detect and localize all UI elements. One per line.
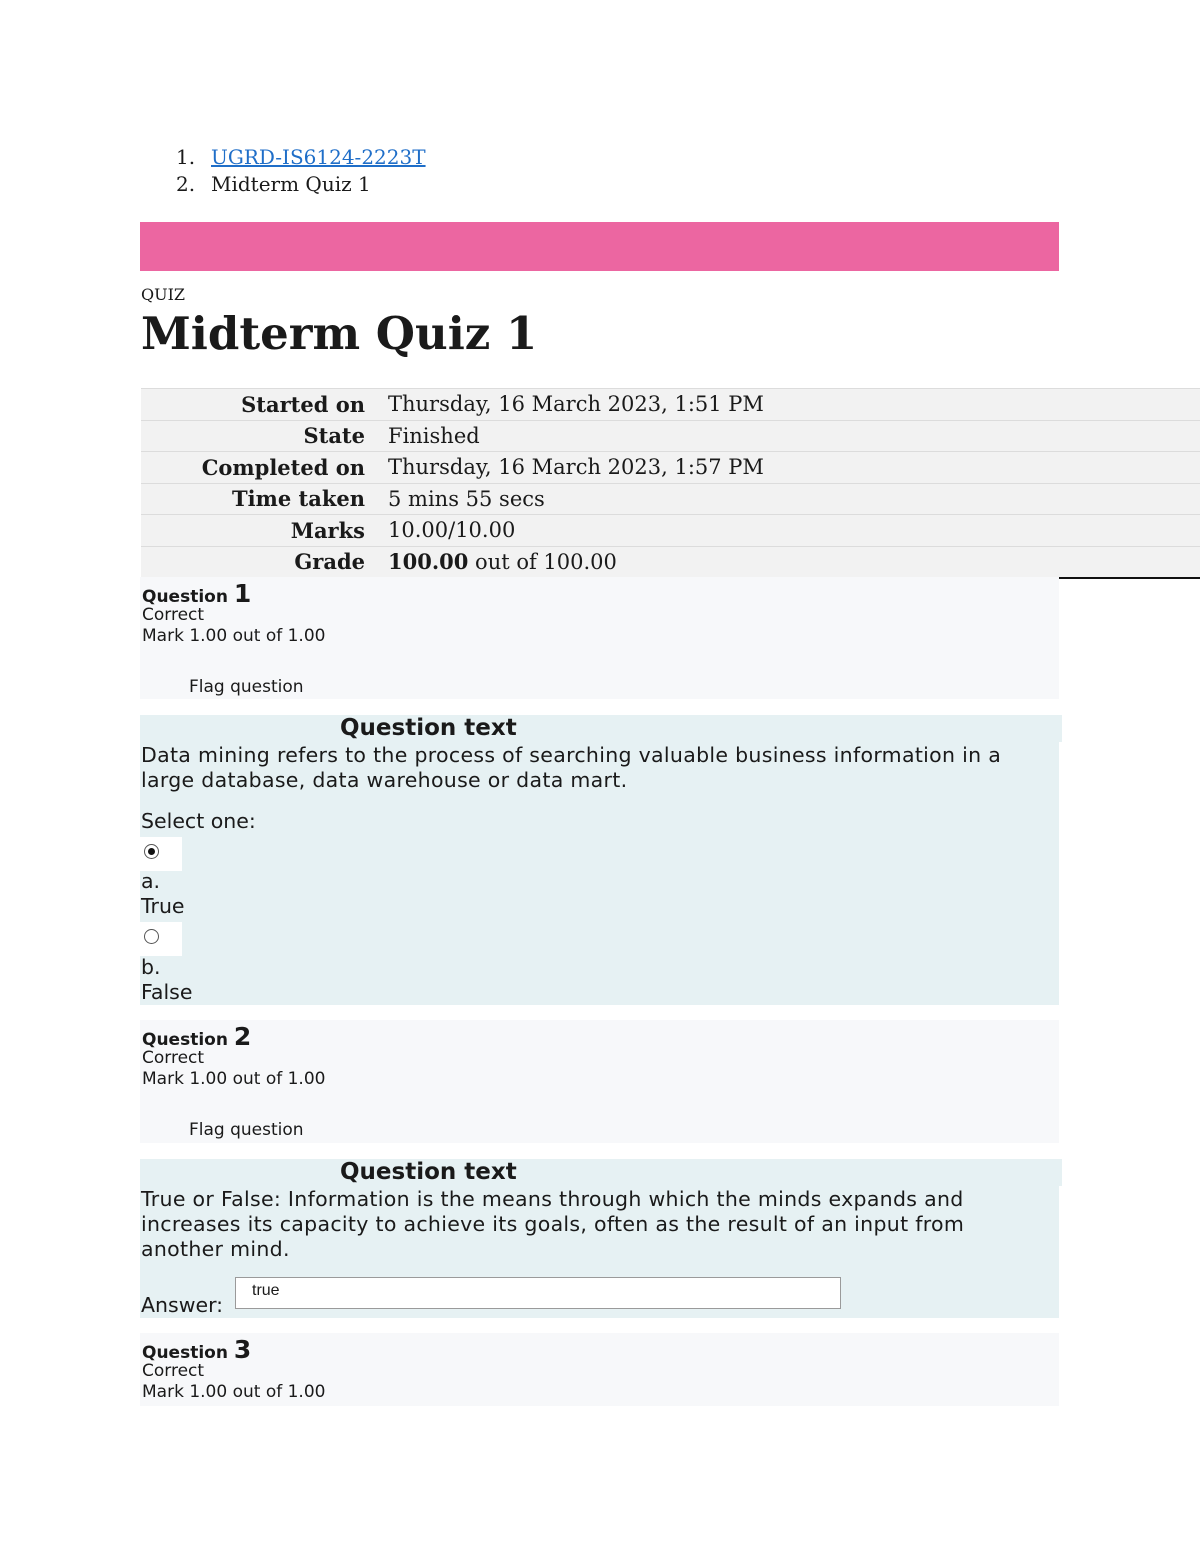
question-number: 2: [233, 1022, 252, 1051]
question-label-text: Question: [142, 587, 228, 607]
breadcrumb-current: Midterm Quiz 1: [211, 172, 371, 196]
summary-row: [141, 483, 1200, 515]
option-a-radio[interactable]: [144, 844, 159, 859]
summary-row: [141, 452, 1200, 484]
summary-value: [376, 546, 1200, 578]
summary-value: 10.00/10.00: [376, 515, 1200, 547]
option-b-letter: b.: [141, 955, 161, 979]
question-text-heading: Question text: [340, 715, 1062, 742]
flag-question-link[interactable]: Flag question: [189, 677, 304, 697]
page-title: Midterm Quiz 1: [141, 307, 538, 360]
question-mark: Mark 1.00 out of 1.00: [142, 1382, 326, 1402]
question-mark: Mark 1.00 out of 1.00: [142, 626, 326, 646]
option-b-radio[interactable]: [144, 929, 159, 944]
question-info: [140, 577, 1059, 699]
question-formulation: [140, 1159, 1059, 1318]
summary-value: Thursday, 16 March 2023, 1:57 PM: [376, 452, 1200, 484]
summary-value: 5 mins 55 secs: [376, 483, 1200, 515]
question-state: Correct: [142, 1361, 205, 1381]
option-a-text[interactable]: True: [141, 894, 185, 918]
question-text: True or False: Information is the means through which the minds expands and increases its capacity to achieve its goals, often as the result of an input from another mind.: [141, 1187, 965, 1261]
question-text: Data mining refers to the process of searching valuable business information in a large database, data warehouse or data mart.: [141, 743, 1002, 792]
option-a-radio-box: [140, 837, 182, 871]
grade-score: 100.00: [388, 549, 469, 574]
question-formulation: [140, 715, 1059, 1005]
question-info: [140, 1333, 1059, 1406]
answer-input[interactable]: true: [235, 1277, 841, 1309]
question-mark: Mark 1.00 out of 1.00: [142, 1069, 326, 1089]
question-label: [142, 579, 251, 608]
question-state: Correct: [142, 605, 205, 625]
breadcrumb: [176, 144, 426, 198]
question-number: 1: [233, 579, 252, 608]
summary-label: Completed on: [141, 452, 376, 484]
summary-label: State: [141, 420, 376, 452]
question-label: [142, 1335, 251, 1364]
summary-label: Marks: [141, 515, 376, 547]
question-info: [140, 1020, 1059, 1143]
summary-label: Time taken: [141, 483, 376, 515]
option-b-text[interactable]: False: [141, 980, 193, 1004]
summary-label: Grade: [141, 546, 376, 578]
page-eyebrow: QUIZ: [141, 285, 186, 304]
option-b-radio-box: [140, 922, 182, 956]
select-one-prompt: Select one:: [141, 809, 256, 833]
option-a-letter: a.: [141, 869, 161, 893]
question-label: [142, 1022, 251, 1051]
breadcrumb-number: 1.: [176, 145, 196, 169]
summary-label: Started on: [141, 389, 376, 421]
question-label-text: Question: [142, 1030, 228, 1050]
grade-total: out of 100.00: [468, 550, 617, 574]
breadcrumb-number: 2.: [176, 172, 196, 196]
question-label-text: Question: [142, 1343, 228, 1363]
summary-value: Finished: [376, 420, 1200, 452]
flag-question-link[interactable]: Flag question: [189, 1120, 304, 1140]
question-number: 3: [233, 1335, 252, 1364]
summary-row: [141, 420, 1200, 452]
breadcrumb-link-course[interactable]: UGRD-IS6124-2223T: [211, 145, 426, 169]
summary-row: [141, 389, 1200, 421]
breadcrumb-item: [176, 144, 426, 171]
header-banner: [140, 222, 1059, 271]
summary-row: [141, 546, 1200, 578]
summary-value: Thursday, 16 March 2023, 1:51 PM: [376, 389, 1200, 421]
question-text-heading: Question text: [340, 1159, 1062, 1186]
breadcrumb-item: [176, 171, 426, 198]
summary-row: [141, 515, 1200, 547]
attempt-summary-table: [141, 388, 1200, 579]
question-state: Correct: [142, 1048, 205, 1068]
answer-label: Answer:: [141, 1293, 224, 1317]
